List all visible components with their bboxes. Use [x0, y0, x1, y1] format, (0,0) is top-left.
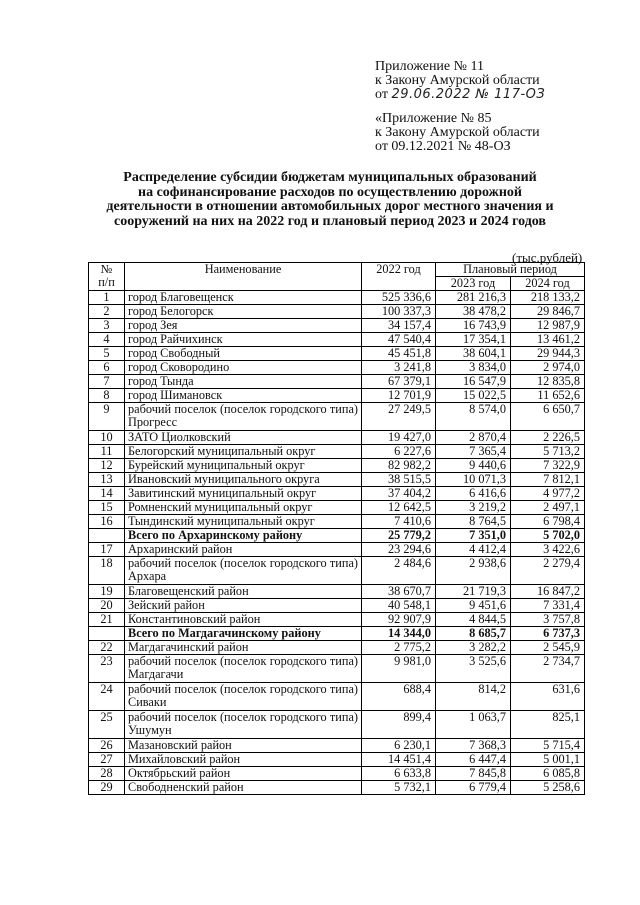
value-2022: 14 344,0: [362, 627, 436, 641]
value-2024: 11 652,6: [511, 389, 585, 403]
row-number: 3: [89, 319, 125, 333]
header-2022: 2022 год: [362, 263, 436, 291]
table-total-row: [89, 529, 585, 543]
row-name: рабочий поселок (поселок городского типа) Архара: [125, 557, 362, 585]
value-2022: 5 732,1: [362, 781, 436, 795]
row-name: Завитинский муниципальный округ: [125, 487, 362, 501]
value-2022: 82 982,2: [362, 459, 436, 473]
row-name: Магдагачинский район: [125, 641, 362, 655]
value-2024: 218 133,2: [511, 291, 585, 305]
value-2023: 7 351,0: [436, 529, 511, 543]
value-2023: 38 478,2: [436, 305, 511, 319]
value-2022: 23 294,6: [362, 543, 436, 557]
row-name: город Райчихинск: [125, 333, 362, 347]
value-2023: 7 845,8: [436, 767, 511, 781]
value-2023: 6 779,4: [436, 781, 511, 795]
appendix-date-line: [375, 88, 545, 102]
table-row: [89, 753, 585, 767]
value-2022: 19 427,0: [362, 431, 436, 445]
table-body: [89, 291, 585, 795]
value-2023: 3 525,6: [436, 655, 511, 683]
row-name: Всего по Архаринскому району: [125, 529, 362, 543]
value-2022: 7 410,6: [362, 515, 436, 529]
value-2024: 2 974,0: [511, 361, 585, 375]
appendix-date-prefix: от: [375, 87, 388, 102]
value-2024: 5 715,4: [511, 739, 585, 753]
value-2024: 7 322,9: [511, 459, 585, 473]
row-name: ЗАТО Циолковский: [125, 431, 362, 445]
row-number: 23: [89, 655, 125, 683]
row-number: 4: [89, 333, 125, 347]
row-number: 9: [89, 403, 125, 431]
row-name: Всего по Магдагачинскому району: [125, 627, 362, 641]
row-name: рабочий поселок (поселок городского типа) Ушумун: [125, 711, 362, 739]
value-2022: 92 907,9: [362, 613, 436, 627]
table-row: [89, 501, 585, 515]
value-2022: 6 230,1: [362, 739, 436, 753]
value-2024: 7 331,4: [511, 599, 585, 613]
header-name: Наименование: [125, 263, 362, 291]
row-name: Свободненский район: [125, 781, 362, 795]
value-2022: 27 249,5: [362, 403, 436, 431]
value-2024: 5 713,2: [511, 445, 585, 459]
value-2022: 6 633,8: [362, 767, 436, 781]
table-row: [89, 445, 585, 459]
table-row: [89, 585, 585, 599]
value-2024: 6 085,8: [511, 767, 585, 781]
table-row: [89, 781, 585, 795]
row-name: город Тында: [125, 375, 362, 389]
value-2022: 9 981,0: [362, 655, 436, 683]
value-2024: 2 279,4: [511, 557, 585, 585]
row-name: Михайловский район: [125, 753, 362, 767]
value-2023: 7 368,3: [436, 739, 511, 753]
value-2022: 100 337,3: [362, 305, 436, 319]
value-2023: 3 282,2: [436, 641, 511, 655]
value-2023: 1 063,7: [436, 711, 511, 739]
row-name: Благовещенский район: [125, 585, 362, 599]
row-name: город Белогорск: [125, 305, 362, 319]
row-number: 11: [89, 445, 125, 459]
table-row: [89, 683, 585, 711]
title-line: на софинансирование расходов по осуществлению дорожной: [138, 184, 522, 200]
value-2022: 525 336,6: [362, 291, 436, 305]
table-row: [89, 739, 585, 753]
table-row: [89, 403, 585, 431]
table-row: [89, 319, 585, 333]
table-row: [89, 543, 585, 557]
value-2022: 40 548,1: [362, 599, 436, 613]
value-2024: 12 987,9: [511, 319, 585, 333]
value-2023: 3 219,2: [436, 501, 511, 515]
value-2024: 12 835,8: [511, 375, 585, 389]
value-2024: 7 812,1: [511, 473, 585, 487]
value-2022: 45 451,8: [362, 347, 436, 361]
table-row: [89, 487, 585, 501]
row-number: 12: [89, 459, 125, 473]
header-2023: 2023 год: [436, 277, 511, 291]
value-2023: 2 870,4: [436, 431, 511, 445]
row-number: 5: [89, 347, 125, 361]
value-2024: 5 702,0: [511, 529, 585, 543]
row-name: Тындинский муниципальный округ: [125, 515, 362, 529]
table-total-row: [89, 627, 585, 641]
value-2024: 5 001,1: [511, 753, 585, 767]
value-2024: 3 422,6: [511, 543, 585, 557]
row-number: 28: [89, 767, 125, 781]
value-2022: 2 484,6: [362, 557, 436, 585]
header-2024: 2024 год: [511, 277, 585, 291]
value-2024: 2 734,7: [511, 655, 585, 683]
value-2022: 14 451,4: [362, 753, 436, 767]
appendix-law: к Закону Амурской области: [375, 73, 540, 88]
table-row: [89, 459, 585, 473]
row-number: 17: [89, 543, 125, 557]
document-title: [80, 171, 580, 229]
row-name: город Сковородино: [125, 361, 362, 375]
title-line: Распределение субсидии бюджетам муниципальных образований: [123, 170, 537, 185]
original-appendix-date: от 09.12.2021 № 48-ОЗ: [375, 139, 511, 154]
value-2024: 4 977,2: [511, 487, 585, 501]
table-row: [89, 557, 585, 585]
table-row: [89, 515, 585, 529]
row-name: Зейский район: [125, 599, 362, 613]
original-appendix-number: «Приложение № 85: [375, 111, 492, 126]
row-number: 8: [89, 389, 125, 403]
value-2022: 25 779,2: [362, 529, 436, 543]
row-name: Белогорский муниципальный округ: [125, 445, 362, 459]
row-number: 2: [89, 305, 125, 319]
row-name: Ивановский муниципального округа: [125, 473, 362, 487]
value-2023: 814,2: [436, 683, 511, 711]
value-2022: 12 701,9: [362, 389, 436, 403]
value-2024: 2 545,9: [511, 641, 585, 655]
row-number: 13: [89, 473, 125, 487]
row-number: 27: [89, 753, 125, 767]
row-name: город Зея: [125, 319, 362, 333]
row-number: 14: [89, 487, 125, 501]
value-2024: 6 737,3: [511, 627, 585, 641]
value-2022: 34 157,4: [362, 319, 436, 333]
original-appendix-law: к Закону Амурской области: [375, 125, 540, 140]
value-2022: 2 775,2: [362, 641, 436, 655]
row-number: 15: [89, 501, 125, 515]
table-row: [89, 375, 585, 389]
value-2024: 13 461,2: [511, 333, 585, 347]
table-row: [89, 333, 585, 347]
row-number: 7: [89, 375, 125, 389]
value-2024: 16 847,2: [511, 585, 585, 599]
row-name: рабочий поселок (поселок городского типа) Прогресс: [125, 403, 362, 431]
value-2022: 38 515,5: [362, 473, 436, 487]
row-name: рабочий поселок (поселок городского типа) Магдагачи: [125, 655, 362, 683]
value-2022: 688,4: [362, 683, 436, 711]
row-name: город Шимановск: [125, 389, 362, 403]
table-row: [89, 431, 585, 445]
table-row: [89, 347, 585, 361]
row-name: город Благовещенск: [125, 291, 362, 305]
value-2023: 21 719,3: [436, 585, 511, 599]
value-2023: 4 844,5: [436, 613, 511, 627]
value-2023: 9 451,6: [436, 599, 511, 613]
row-number: 26: [89, 739, 125, 753]
row-number: 24: [89, 683, 125, 711]
value-2023: 8 685,7: [436, 627, 511, 641]
table-row: [89, 473, 585, 487]
row-number: 6: [89, 361, 125, 375]
table-row: [89, 361, 585, 375]
table-row: [89, 613, 585, 627]
value-2023: 10 071,3: [436, 473, 511, 487]
value-2023: 6 447,4: [436, 753, 511, 767]
row-name: Архаринский район: [125, 543, 362, 557]
value-2023: 8 764,5: [436, 515, 511, 529]
value-2022: 37 404,2: [362, 487, 436, 501]
value-2023: 6 416,6: [436, 487, 511, 501]
row-number: 29: [89, 781, 125, 795]
value-2023: 8 574,0: [436, 403, 511, 431]
row-number: 19: [89, 585, 125, 599]
value-2022: 3 241,8: [362, 361, 436, 375]
table-row: [89, 389, 585, 403]
handwritten-date-signature: 29.06.2022 № 117-ОЗ: [391, 87, 546, 102]
table-row: [89, 291, 585, 305]
value-2024: 29 846,7: [511, 305, 585, 319]
row-name: Бурейский муниципальный округ: [125, 459, 362, 473]
value-2024: 29 944,3: [511, 347, 585, 361]
row-number: [89, 529, 125, 543]
row-name: город Свободный: [125, 347, 362, 361]
appendix-current-header: [375, 60, 545, 102]
table-row: [89, 641, 585, 655]
row-number: 18: [89, 557, 125, 585]
unit-label: (тыс.рублей): [512, 250, 583, 265]
value-2023: 38 604,1: [436, 347, 511, 361]
appendix-original-header: [375, 112, 540, 154]
row-number: [89, 627, 125, 641]
value-2023: 281 216,3: [436, 291, 511, 305]
value-2022: 12 642,5: [362, 501, 436, 515]
table-row: [89, 767, 585, 781]
row-number: 10: [89, 431, 125, 445]
value-2023: 15 022,5: [436, 389, 511, 403]
value-2023: 2 938,6: [436, 557, 511, 585]
appendix-number: Приложение № 11: [375, 59, 484, 74]
table-row: [89, 711, 585, 739]
title-line: сооружений на них на 2022 год и плановый период 2023 и 2024 годов: [113, 213, 546, 229]
value-2023: 4 412,4: [436, 543, 511, 557]
value-2023: 16 547,9: [436, 375, 511, 389]
value-2023: 9 440,6: [436, 459, 511, 473]
header-number: № п/п: [89, 263, 125, 291]
value-2024: 2 226,5: [511, 431, 585, 445]
header-plan-period: Плановый период: [436, 263, 585, 277]
value-2022: 6 227,6: [362, 445, 436, 459]
row-name: Ромненский муниципальный округ: [125, 501, 362, 515]
table-row: [89, 599, 585, 613]
row-number: 22: [89, 641, 125, 655]
value-2024: 2 497,1: [511, 501, 585, 515]
value-2022: 899,4: [362, 711, 436, 739]
value-2024: 3 757,8: [511, 613, 585, 627]
value-2023: 3 834,0: [436, 361, 511, 375]
row-number: 1: [89, 291, 125, 305]
title-line: деятельности в отношении автомобильных дорог местного значения и: [106, 199, 554, 214]
value-2023: 17 354,1: [436, 333, 511, 347]
value-2023: 7 365,4: [436, 445, 511, 459]
row-name: Октябрьский район: [125, 767, 362, 781]
table-row: [89, 305, 585, 319]
row-number: 21: [89, 613, 125, 627]
row-name: рабочий поселок (поселок городского типа) Сиваки: [125, 683, 362, 711]
value-2024: 825,1: [511, 711, 585, 739]
value-2024: 6 650,7: [511, 403, 585, 431]
value-2022: 47 540,4: [362, 333, 436, 347]
table-row: [89, 655, 585, 683]
value-2024: 6 798,4: [511, 515, 585, 529]
value-2022: 38 670,7: [362, 585, 436, 599]
subsidy-table: [88, 262, 585, 795]
value-2023: 16 743,9: [436, 319, 511, 333]
value-2024: 631,6: [511, 683, 585, 711]
row-number: 16: [89, 515, 125, 529]
row-number: 25: [89, 711, 125, 739]
value-2022: 67 379,1: [362, 375, 436, 389]
value-2024: 5 258,6: [511, 781, 585, 795]
row-number: 20: [89, 599, 125, 613]
table-header: [89, 263, 585, 291]
row-name: Мазановский район: [125, 739, 362, 753]
row-name: Константиновский район: [125, 613, 362, 627]
